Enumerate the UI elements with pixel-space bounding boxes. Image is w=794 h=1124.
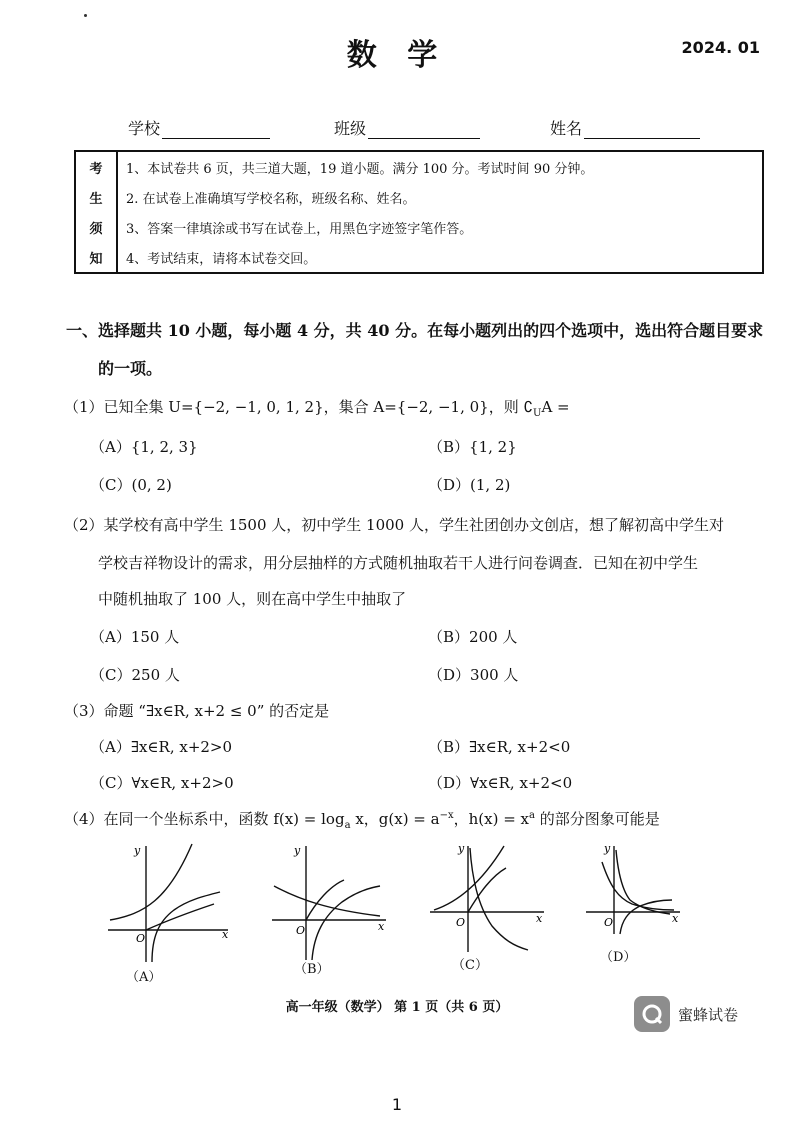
brand-watermark <box>634 996 738 1032</box>
log-curve <box>152 892 220 962</box>
q4-stem-a-sub: a <box>344 820 351 831</box>
question-3-stem: （3）命题 “∃x∈R, x+2 ≤ 0” 的否定是 <box>64 702 330 720</box>
question-2-stem: （2）某学校有高中学生 1500 人，初中学生 1000 人，学生社团创办文创店，想了解初高中学生对 <box>64 516 724 534</box>
notice-side-char: 生 <box>89 191 103 207</box>
q4-stem-a: （4）在同一个坐标系中，函数 f(x) = log <box>64 810 345 828</box>
question-4-stem <box>64 808 660 831</box>
graph-b[interactable] <box>270 842 390 972</box>
school-field[interactable] <box>128 116 270 139</box>
class-blank[interactable] <box>368 120 480 139</box>
page-number: 1 <box>391 1095 403 1114</box>
scan-speck <box>84 14 87 17</box>
graph-b-label: （B） <box>294 962 330 977</box>
q1-option-a[interactable]: （A）{1, 2, 3} <box>90 438 198 456</box>
question-2-stem-line3: 中随机抽取了 100 人，则在高中学生中抽取了 <box>98 590 407 608</box>
page-footer: 高一年级（数学） 第 1 页（共 6 页） <box>285 1000 509 1015</box>
section-heading-cont: 的一项。 <box>98 359 163 378</box>
name-field[interactable] <box>550 116 700 139</box>
section-heading: 一、选择题共 10 小题，每小题 4 分，共 40 分。在每小题列出的四个选项中，选出符合题目要求 <box>66 321 764 340</box>
x-axis-label: x <box>222 928 229 941</box>
school-blank[interactable] <box>162 120 270 139</box>
q1-stem-text: （1）已知全集 U={−2, −1, 0, 1, 2}，集合 A={−2, −1, 0}，则 ∁ <box>64 398 534 416</box>
q1-option-c[interactable]: （C）(0, 2) <box>90 476 172 494</box>
exam-notice-box <box>74 150 764 274</box>
q3-option-c[interactable]: （C）∀x∈R, x+2>0 <box>90 774 234 792</box>
name-blank[interactable] <box>584 120 700 139</box>
notice-side-char: 须 <box>89 221 103 237</box>
origin-label: O <box>136 932 146 945</box>
notice-item: 2. 在试卷上准确填写学校名称，班级名称、姓名。 <box>126 191 416 207</box>
q2-option-d[interactable]: （D）300 人 <box>428 666 519 684</box>
q3-option-a[interactable]: （A）∃x∈R, x+2>0 <box>90 738 233 756</box>
origin-label: O <box>296 924 306 937</box>
y-axis-label: y <box>604 842 611 855</box>
q1-option-d[interactable]: （D）(1, 2) <box>428 476 511 494</box>
notice-side-char: 知 <box>89 251 103 267</box>
brand-name: 蜜蜂试卷 <box>678 1005 739 1024</box>
q4-stem-b-sup: −x <box>439 810 454 821</box>
y-axis-label: y <box>458 842 465 855</box>
power-curve <box>146 904 214 930</box>
notice-side-label <box>76 152 118 272</box>
notice-item: 1、本试卷共 6 页，共三道大题，19 道小题。满分 100 分。考试时间 90 分钟。 <box>126 161 594 177</box>
name-label: 姓名 <box>550 119 583 138</box>
q4-stem-c: ，h(x) = x <box>453 810 530 828</box>
exp-curve <box>602 862 674 910</box>
bee-logo-icon <box>634 996 670 1032</box>
q1-stem-sub: U <box>533 408 542 419</box>
exam-date: 2024. 01 <box>681 38 760 57</box>
notice-items <box>118 152 762 272</box>
exp-curve <box>110 844 192 920</box>
class-field[interactable] <box>334 116 480 139</box>
q1-stem-tail: A = <box>541 398 570 416</box>
q3-option-d[interactable]: （D）∀x∈R, x+2<0 <box>428 774 573 792</box>
x-axis-label: x <box>672 912 679 925</box>
q2-option-c[interactable]: （C）250 人 <box>90 666 180 684</box>
graph-d[interactable] <box>584 842 684 962</box>
question-1-stem <box>64 396 570 419</box>
notice-side-char: 考 <box>89 161 103 177</box>
origin-label: O <box>456 916 466 929</box>
x-axis-label: x <box>378 920 385 933</box>
question-2-stem-line2: 学校吉祥物设计的需求，用分层抽样的方式随机抽取若干人进行问卷调查．已知在初中学生 <box>98 554 699 572</box>
origin-label: O <box>604 916 614 929</box>
notice-item: 4、考试结束，请将本试卷交回。 <box>126 251 317 267</box>
log-curve <box>470 848 528 950</box>
q4-stem-b: x，g(x) = a <box>350 810 440 828</box>
q4-stem-d: 的部分图象可能是 <box>534 810 660 828</box>
graph-d-label: （D） <box>600 950 637 965</box>
q2-option-b[interactable]: （B）200 人 <box>428 628 518 646</box>
graph-c[interactable] <box>428 842 548 972</box>
q1-option-b[interactable]: （B）{1, 2} <box>428 438 517 456</box>
notice-item: 3、答案一律填涂或书写在试卷上，用黑色字迹签字笔作答。 <box>126 221 473 237</box>
q4-stem-c-sup: a <box>529 810 535 821</box>
graph-c-label: （C） <box>452 958 488 973</box>
graph-a-label: （A） <box>126 970 162 985</box>
page-title: 数 学 <box>346 38 448 73</box>
power-curve <box>306 880 344 920</box>
class-label: 班级 <box>334 119 367 138</box>
x-axis-label: x <box>536 912 543 925</box>
q2-option-a[interactable]: （A）150 人 <box>90 628 180 646</box>
q3-option-b[interactable]: （B）∃x∈R, x+2<0 <box>428 738 571 756</box>
y-axis-label: y <box>294 844 301 857</box>
y-axis-label: y <box>134 844 141 857</box>
graph-a[interactable] <box>104 842 232 972</box>
school-label: 学校 <box>128 119 161 138</box>
log-curve <box>620 900 672 934</box>
